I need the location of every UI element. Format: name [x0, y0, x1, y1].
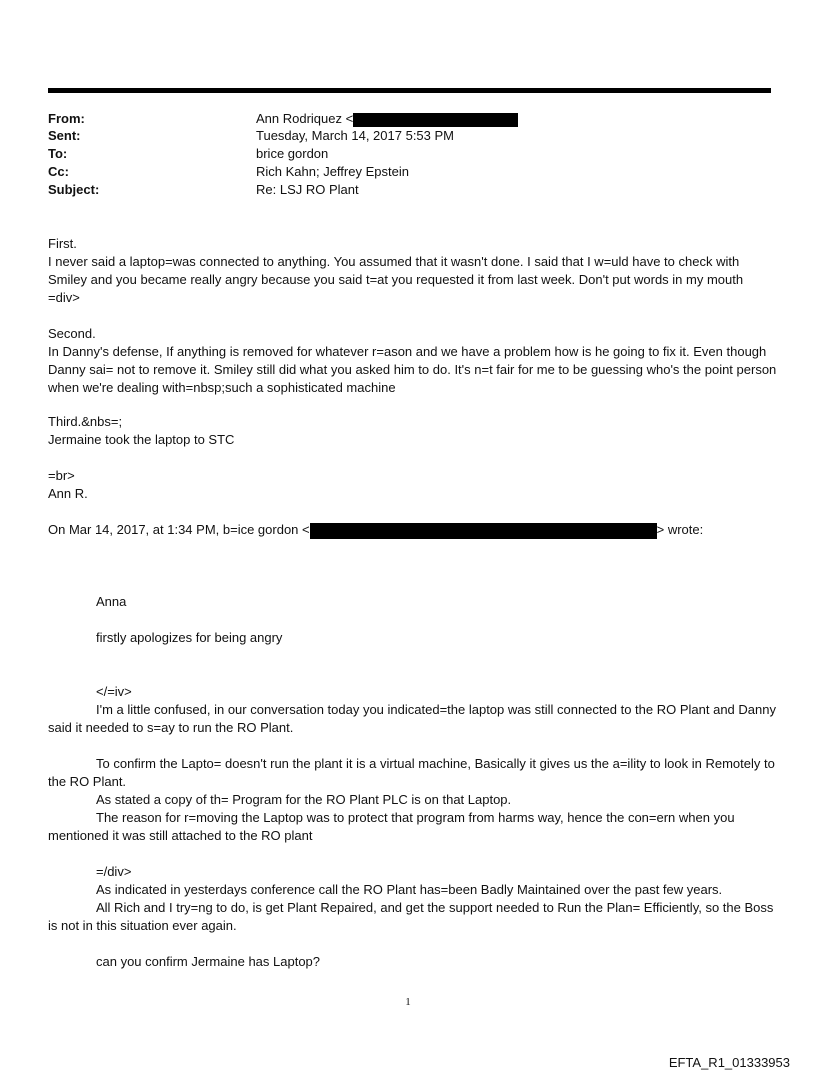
quote-intro-suffix: > wrote: [656, 522, 704, 537]
second-text: In Danny's defense, If anything is removed for whatever r=ason and we have a problem how is he going to fix it. Even though Danny sai= not to remove it. Smiley still did what you asked him to do. It's n=t fair for me to be guessing who's the point person when we're dealing with=nbsp;such a sophisticated machine [48, 344, 777, 395]
quoted-question: can you confirm Jermaine has Laptop? [96, 954, 321, 969]
cc-value: Rich Kahn; Jeffrey Epstein [256, 164, 409, 179]
from-label: From: [48, 111, 85, 126]
quoted-para-6: All Rich and I try=ng to do, is get Plant Repaired, and get the support needed to Run the Plan= Efficiently, so the Boss is not in this situation ever again. [48, 900, 774, 933]
reply-signature [48, 467, 778, 503]
subject-value: Re: LSJ RO Plant [256, 182, 359, 197]
reply-first [48, 235, 778, 307]
quote-intro [48, 521, 778, 539]
quoted-para-1: I'm a little confused, in our conversation today you indicated=the laptop was still connected to the RO Plant and Danny said it needed to s=ay to run the RO Plant. [48, 702, 776, 735]
second-heading: Second. [48, 326, 96, 341]
first-text: I never said a laptop=was connected to anything. You assumed that it wasn't done. I said that I w=uld have to check with Smiley and you became really angry because you said t=at you requested it from last week. Don't put words in my mouth =div> [48, 254, 744, 305]
quoted-div-close: </=iv> [96, 684, 132, 699]
to-label: To: [48, 146, 68, 161]
header-rule [48, 88, 771, 93]
subject-label: Subject: [48, 182, 100, 197]
redaction-box [353, 113, 518, 127]
quote-intro-prefix: On Mar 14, 2017, at 1:34 PM, b=ice gordon < [48, 522, 310, 537]
quoted-div-close-2: =/div> [96, 864, 132, 879]
sent-label: Sent: [48, 128, 81, 143]
redaction-box [310, 523, 657, 539]
from-value [256, 110, 518, 128]
cc-label: Cc: [48, 164, 69, 179]
page-number: 1 [405, 996, 411, 1008]
reply-second [48, 325, 778, 397]
quoted-apology: firstly apologizes for being angry [96, 630, 283, 645]
br-line: =br> [48, 468, 75, 483]
quoted-para-2: To confirm the Lapto= doesn't run the plant it is a virtual machine, Basically it gives us the a=ility to look in Remotely to the RO Plant. [48, 756, 775, 789]
quoted-para-4: The reason for r=moving the Laptop was to protect that program from harms way, hence the con=ern when you mentioned it was still attached to the RO plant [48, 810, 735, 843]
document-id: EFTA_R1_01333953 [668, 1055, 790, 1070]
from-name: Ann Rodriquez < [256, 111, 354, 126]
third-heading: Third.&nbs=; [48, 414, 123, 429]
quoted-greeting: Anna [96, 594, 127, 609]
to-value: brice gordon [256, 146, 329, 161]
quoted-para-5: As indicated in yesterdays conference call the RO Plant has=been Badly Maintained over the past few years. [96, 882, 723, 897]
quoted-para-3: As stated a copy of th= Program for the RO Plant PLC is on that Laptop. [96, 792, 512, 807]
sent-value: Tuesday, March 14, 2017 5:53 PM [256, 128, 454, 143]
first-heading: First. [48, 236, 77, 251]
reply-third [48, 413, 778, 449]
signature: Ann R. [48, 486, 88, 501]
third-text: Jermaine took the laptop to STC [48, 432, 235, 447]
